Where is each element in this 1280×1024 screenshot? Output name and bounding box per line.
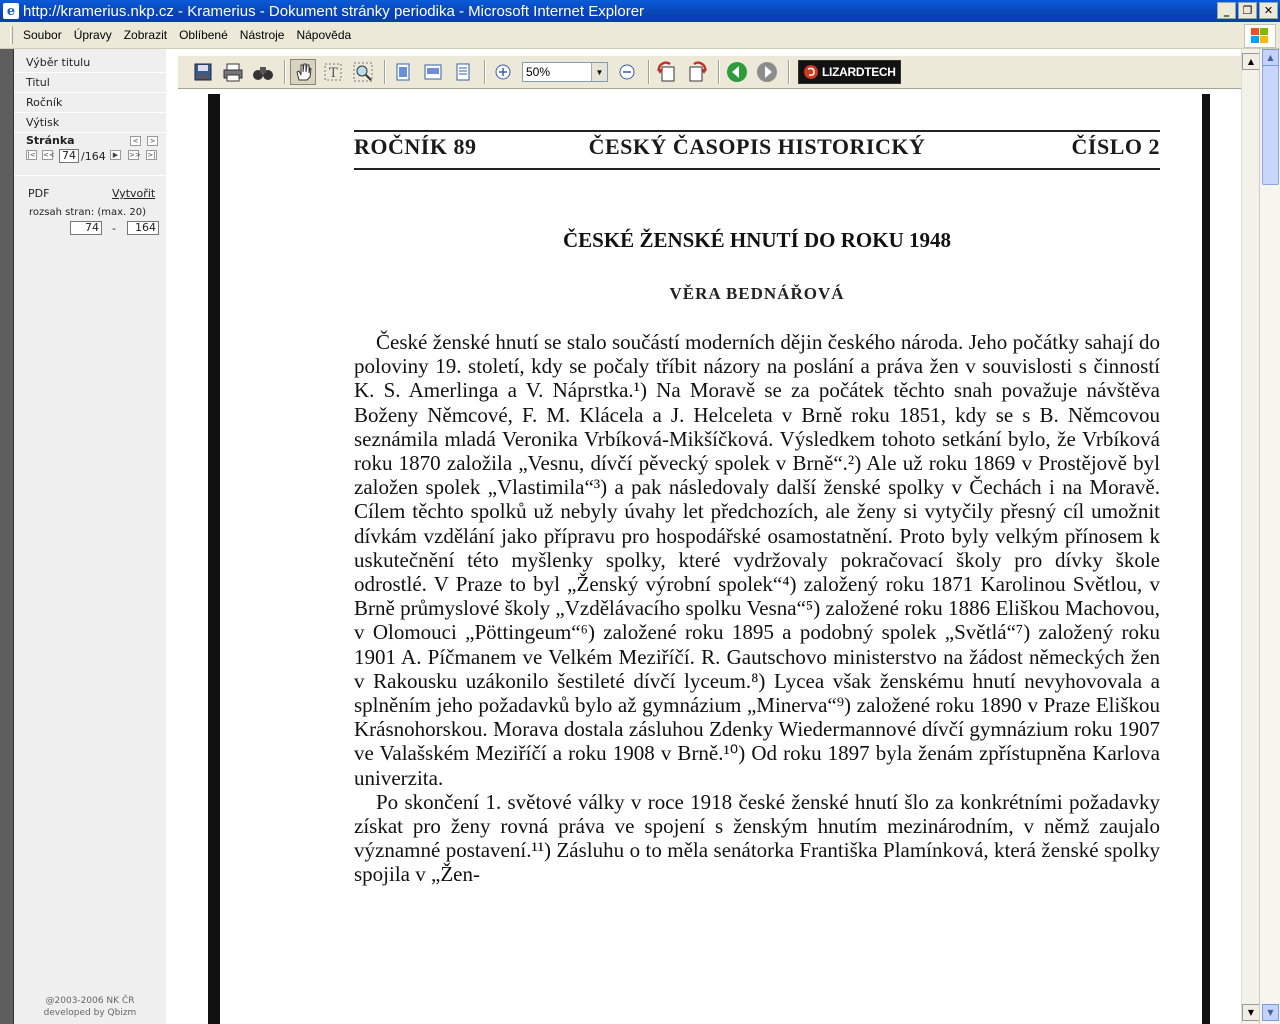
svg-text:T: T bbox=[329, 66, 338, 81]
range-to-input[interactable]: 164 bbox=[127, 221, 159, 235]
zoom-level-select[interactable] bbox=[522, 62, 608, 82]
chevron-down-icon[interactable]: ▼ bbox=[591, 63, 607, 81]
forward-arrow-icon[interactable] bbox=[754, 59, 780, 85]
article-body bbox=[354, 330, 1160, 887]
lizardtech-icon bbox=[803, 64, 819, 80]
window-title-bar bbox=[0, 0, 1280, 22]
prev-small-icon[interactable]: < bbox=[130, 136, 141, 146]
go-page-icon[interactable]: ▶ bbox=[110, 150, 121, 160]
article-author: VĚRA BEDNÁŘOVÁ bbox=[669, 284, 845, 303]
lizardtech-label: LIZARDTECH bbox=[822, 65, 896, 79]
actual-size-icon[interactable] bbox=[450, 59, 476, 85]
create-pdf-link[interactable]: Vytvořit bbox=[112, 187, 156, 200]
toolbar-separator bbox=[384, 60, 386, 84]
maximize-button[interactable]: ❐ bbox=[1238, 2, 1257, 19]
sidebar-item-titul[interactable]: Titul bbox=[14, 73, 166, 93]
find-binoculars-icon[interactable] bbox=[250, 59, 276, 85]
sidebar bbox=[14, 49, 166, 1024]
menu-zobrazit[interactable]: Zobrazit bbox=[123, 28, 168, 42]
sidebar-item-vytisk[interactable]: Výtisk bbox=[14, 113, 166, 133]
lizardtech-logo[interactable] bbox=[798, 60, 901, 84]
toolbar-separator bbox=[788, 60, 790, 84]
close-button[interactable]: ✕ bbox=[1259, 2, 1278, 19]
header-rule-bottom bbox=[354, 168, 1160, 170]
header-volume: ROČNÍK 89 bbox=[354, 134, 477, 159]
scanned-page bbox=[208, 94, 1210, 1024]
windows-logo-icon bbox=[1244, 24, 1276, 48]
paragraph-2: Po skončení 1. světové války v roce 1918 české ženské hnutí šlo za konkrétními požadavky získat pro ženy rovná práva ve spojení s ženským hnutím mezinárodním, v němž zaujalo významné postavení.¹¹) Zásluhu o to měla senátorka Františka Plamínková, která ženské spolky spojila v „Žen- bbox=[354, 789, 1160, 887]
scroll-down-icon[interactable]: ▼ bbox=[1242, 1004, 1260, 1021]
header-journal: ČESKÝ ČASOPIS HISTORICKÝ bbox=[588, 134, 926, 159]
page-label: Stránka bbox=[26, 134, 75, 147]
footer bbox=[14, 995, 166, 1019]
menu-napoveda[interactable]: Nápověda bbox=[296, 28, 352, 42]
save-icon[interactable] bbox=[190, 59, 216, 85]
current-page-input[interactable]: 74 bbox=[59, 149, 79, 163]
menu-nastroje[interactable]: Nástroje bbox=[239, 28, 285, 42]
back-arrow-icon[interactable] bbox=[724, 59, 750, 85]
header-rule-top bbox=[354, 130, 1160, 132]
window-title: http://kramerius.nkp.cz - Kramerius - Dokument stránky periodika - Microsoft Internet Explorer bbox=[23, 2, 645, 20]
toolbar-separator bbox=[718, 60, 720, 84]
range-label: rozsah stran: (max. 20) bbox=[29, 207, 147, 218]
pan-hand-icon[interactable] bbox=[290, 59, 316, 85]
toolbar-grip bbox=[10, 26, 13, 44]
footer-copyright: @2003-2006 NK ČR bbox=[45, 996, 135, 1006]
range-separator: - bbox=[112, 222, 116, 235]
document-viewer bbox=[178, 49, 1241, 1024]
frame-gap bbox=[166, 49, 178, 1024]
browser-scroll-down-icon[interactable]: ▼ bbox=[1262, 1004, 1279, 1021]
scroll-up-icon[interactable]: ▲ bbox=[1242, 53, 1260, 70]
next-small-icon[interactable]: > bbox=[147, 136, 158, 146]
minimize-button[interactable]: _ bbox=[1217, 2, 1236, 19]
document-area[interactable] bbox=[178, 90, 1241, 1024]
zoom-tool-icon[interactable] bbox=[350, 59, 376, 85]
zoom-in-icon[interactable] bbox=[490, 59, 516, 85]
internet-explorer-icon: e bbox=[3, 3, 19, 19]
toolbar-separator bbox=[484, 60, 486, 84]
fit-page-icon[interactable] bbox=[390, 59, 416, 85]
browser-scroll-up-icon[interactable]: ▲ bbox=[1262, 49, 1279, 66]
menu-soubor[interactable]: Soubor bbox=[23, 28, 62, 42]
zoom-level-value: 50% bbox=[526, 65, 551, 79]
toolbar-separator bbox=[284, 60, 286, 84]
browser-scrollbar[interactable] bbox=[1259, 49, 1280, 1024]
header-issue: ČÍSLO 2 bbox=[1071, 134, 1160, 159]
viewer-scrollbar[interactable] bbox=[1241, 49, 1259, 1024]
paragraph-1: České ženské hnutí se stalo součástí moderních dějin českého národa. Jeho počátky sahají do poloviny 19. století, kdy se počaly tříbit názory na poslání a práva žen v souvislosti s činností K. S. Amerlinga a V. Náprstka.¹) Na Moravě se za počátek těchto snah považuje návštěva Boženy Němcové, F. M. Klácela a J. Helceleta v Brně roku 1851, kdy se s B. Němcovou seznámila mladá Veronika Vrbíková-Mikšíčková. Výsledkem tohoto setkání bylo, že Vrbíková roku 1870 založila „Vesnu, dívčí pěvecký spolek v Brně“.²) Ale už roku 1869 v Prostějově byl založen spolek „Vlastimila“³) a pak následovaly další ženské spolky v Čechách i na Moravě. Cílem těchto spolků už nebyly úvahy let předchozích, ale ženy si vytyčily přesný cíl umožnit dívkám vzdělání jako přípravu pro hospodářské osamostatnění. Proto byly velkým přínosem k uskutečnění této myšlenky spolky, které vydržovaly pokračovací školy pro dívky škole odrostlé. V Praze to byl „Ženský výrobní spolek“⁴) založený roku 1871 Karolinou Světlou, v Brně průmyslové školy „Vzdělávacího spolku Vesna“⁵) založené roku 1886 Eliškou Machovou, v Olomouci „Pöttingeum“⁶) založené roku 1895 a podobný spolek „Světlá“⁷) založený roku 1901 A. Píčmanem ve Velkém Meziříčí. R. Gautschovo ministerstvo na žádost německých žen v Rakousku uzákonilo šestileté dívčí lyceum.⁸) Lycea však ženskému hnutí nevyhovovala a splněním jeho požadavků bylo až gymnázium „Minerva“⁹) založené roku 1890 v Praze Eliškou Krásnohorskou. Morava dostala zásluhou Zdenky Wiedermannové dívčí gymnázium roku 1907 ve Valašském Meziříčí a roku 1908 v Brně.¹⁰) Od roku 1897 byla ženám zpřístupněna Karlova univerzita. bbox=[354, 330, 1160, 790]
text-select-icon[interactable] bbox=[320, 59, 346, 85]
sidebar-item-vyber-titulu[interactable]: Výběr titulu bbox=[14, 53, 166, 73]
left-frame-border bbox=[0, 49, 14, 1024]
menu-oblibene[interactable]: Oblíbené bbox=[179, 28, 228, 42]
rotate-left-icon[interactable] bbox=[654, 59, 680, 85]
article-title: ČESKÉ ŽENSKÉ HNUTÍ DO ROKU 1948 bbox=[563, 228, 951, 252]
pdf-label: PDF bbox=[28, 187, 50, 200]
fit-width-icon[interactable] bbox=[420, 59, 446, 85]
total-pages: /164 bbox=[81, 150, 106, 163]
viewer-toolbar bbox=[178, 55, 1241, 89]
browser-scrollbar-thumb[interactable] bbox=[1262, 65, 1279, 185]
print-icon[interactable] bbox=[220, 59, 246, 85]
sidebar-item-rocnik[interactable]: Ročník bbox=[14, 93, 166, 113]
zoom-out-icon[interactable] bbox=[614, 59, 640, 85]
next-page-icon[interactable]: >> bbox=[129, 151, 141, 159]
prev-page-icon[interactable]: << bbox=[43, 151, 55, 159]
footer-developer: developed by Qbizm bbox=[43, 1008, 137, 1018]
first-page-icon[interactable]: |< bbox=[27, 151, 36, 159]
menu-bar bbox=[0, 22, 1280, 49]
last-page-icon[interactable]: >| bbox=[147, 151, 156, 159]
toolbar-separator bbox=[648, 60, 650, 84]
menu-upravy[interactable]: Úpravy bbox=[73, 28, 112, 42]
range-from-input[interactable]: 74 bbox=[70, 221, 102, 235]
rotate-right-icon[interactable] bbox=[684, 59, 710, 85]
sidebar-divider bbox=[14, 175, 166, 176]
